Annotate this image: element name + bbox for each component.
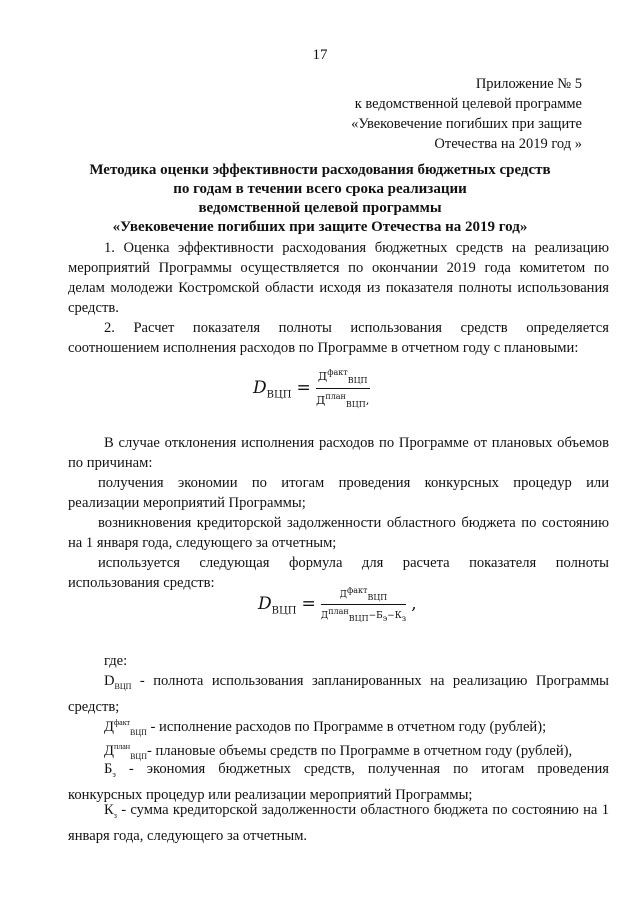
paragraph-2: 2. Расчет показателя полноты использования средств определяется соотношением исполнения расходов по Программе в отчетном году с плановыми:	[68, 320, 609, 356]
appendix-line-4: Отечества на 2019 год »	[434, 136, 582, 152]
formula-fraction	[316, 366, 370, 411]
appendix-line-1: Приложение № 5	[475, 76, 582, 92]
page-number: 17	[312, 47, 328, 63]
formula2-comma: ,	[411, 593, 417, 614]
definition-d-vcp: $D_{ВЦП}$ - полнота использования запланированных на реализацию Программы средств;	[68, 673, 609, 715]
formula-numerator: $Д^{факт}_{ВЦП}$	[316, 366, 370, 389]
definition-k-z: $К_з$ - сумма кредиторской задолженности областного бюджета по состоянию на 1 января года, следующего за отчетным.	[68, 802, 609, 844]
title-line-2: по годам в течении всего срока реализации	[173, 181, 467, 197]
formula2-lhs: $D_{ВЦП}$	[258, 593, 297, 617]
formula2-fraction	[321, 585, 406, 624]
formula-lhs: $D_{ВЦП}$	[253, 378, 292, 401]
definitions-where: где:	[104, 653, 128, 669]
formula-denominator: $Д^{план}_{ВЦП}$,	[316, 392, 370, 410]
formula2-equals: =	[301, 593, 316, 614]
paragraph-6: используется следующая формула для расчета показателя полноты использования средств:	[68, 555, 609, 591]
paragraph-4: получения экономии по итогам проведения конкурсных процедур или реализации мероприятий Программы;	[68, 475, 609, 511]
title-line-4: «Увековечение погибших при защите Отечества на 2019 год»	[112, 219, 528, 235]
formula-adjusted	[258, 585, 417, 630]
paragraph-1: 1. Оценка эффективности расходования бюджетных средств на реализацию мероприятий Программы осуществляется по окончании 2019 года комитетом по делам молодежи Костромской области исходя из показателя полноты использования средств.	[68, 240, 609, 316]
formula-equals: =	[296, 378, 311, 399]
appendix-line-2: к ведомственной целевой программе	[354, 96, 582, 112]
formula2-numerator: $Д^{факт}_{ВЦП}$	[321, 585, 406, 605]
appendix-line-3: «Увековечение погибших при защите	[351, 116, 582, 132]
paragraph-3: В случае отклонения исполнения расходов по Программе от плановых объемов по причинам:	[68, 435, 609, 471]
definition-b-e: $Б_э$ - экономия бюджетных средств, полученная по итогам проведения конкурсных процедур или реализации мероприятий Программы;	[68, 761, 609, 803]
appendix-header	[351, 74, 582, 154]
paragraph-5: возникновения кредиторской задолженности областного бюджета по состоянию на 1 января года, следующего за отчетным;	[68, 515, 609, 551]
definition-d-fact: $Д^{факт}_{ВЦП}$ - исполнение расходов по Программе в отчетном году (рублей);	[104, 718, 547, 737]
formula2-denominator: $Д^{план}_{ВЦП}-Б_э-К_з$	[320, 606, 407, 623]
title-line-3: ведомственной целевой программы	[198, 200, 442, 216]
formula-basic	[253, 366, 370, 412]
title-line-1: Методика оценки эффективности расходования бюджетных средств	[89, 162, 551, 178]
definition-d-plan: $Д^{план}_{ВЦП}-$ плановые объемы средств по Программе в отчетном году (рублей),	[104, 742, 573, 761]
document-title	[60, 161, 580, 237]
